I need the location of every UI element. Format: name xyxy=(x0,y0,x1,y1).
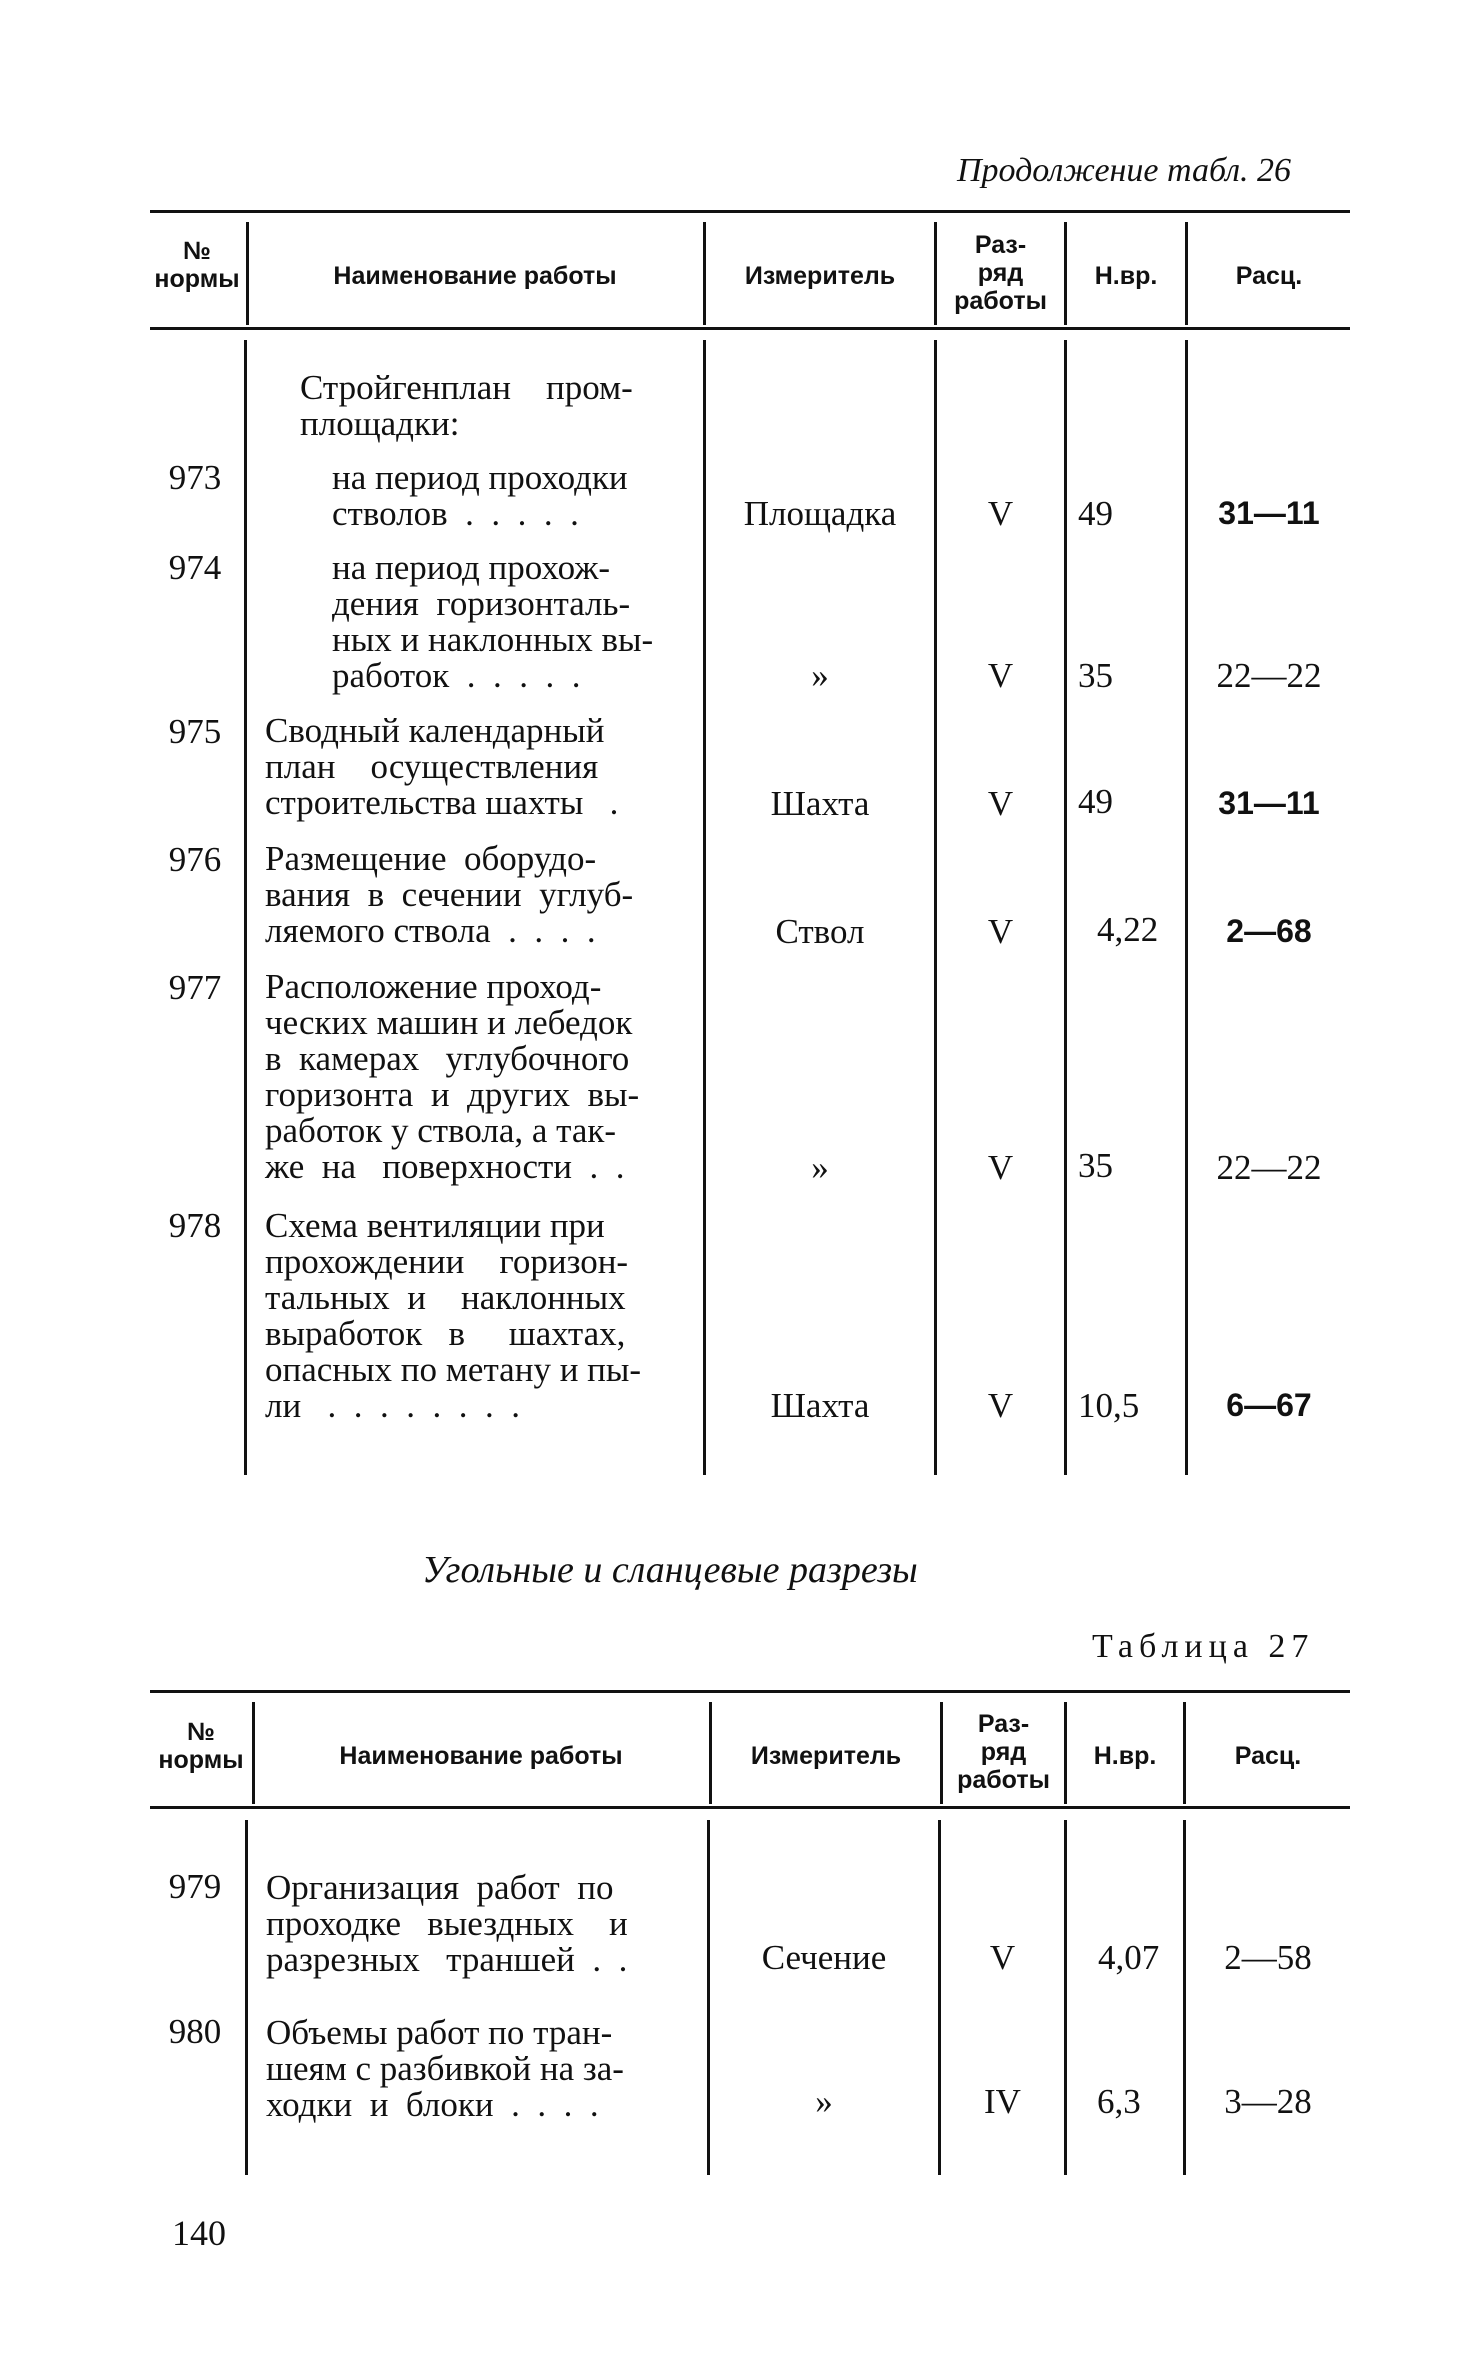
time-norm-value: 35 xyxy=(1078,1146,1113,1185)
table1-header-divider xyxy=(246,222,249,325)
table1-header-rule xyxy=(150,327,1350,330)
table2-header-rule xyxy=(150,1806,1350,1809)
row-number: 978 xyxy=(168,1206,222,1245)
table1-body-divider xyxy=(244,340,247,1475)
work-description: Расположение проход- ческих машин и лебедок в камерах углубочного горизонта и других вы- работок у ствола, а так- же на поверхности . . xyxy=(265,967,640,1186)
work-description: на период прохож- дения горизонталь- ных и наклонных вы- работок . . . . . xyxy=(332,548,654,695)
rate-value: 31—11 xyxy=(1218,495,1320,531)
time-norm-value: 6,3 xyxy=(1097,2082,1141,2121)
time-norm-value: 49 xyxy=(1078,494,1113,533)
table-number-label: Таблица 27 xyxy=(1092,1628,1315,1665)
table-continuation-caption: Продолжение табл. 26 xyxy=(957,152,1292,189)
header-unit-label: Измеритель xyxy=(750,1742,902,1770)
header-rate-label: Расц. xyxy=(1234,1742,1302,1770)
work-description: на период проходки стволов . . . . . xyxy=(332,458,628,533)
time-norm-value: 10,5 xyxy=(1078,1386,1140,1425)
unit-value: Площадка xyxy=(743,494,897,533)
rate-value: 22—22 xyxy=(1216,1148,1322,1187)
rate-value: 3—28 xyxy=(1224,2082,1312,2121)
grade-value: V xyxy=(987,494,1014,533)
grade-value: V xyxy=(987,1148,1014,1187)
row-number: 979 xyxy=(168,1867,222,1906)
table1-body-divider xyxy=(1064,340,1067,1475)
unit-value: » xyxy=(815,2082,833,2121)
rate-value: 2—58 xyxy=(1224,1938,1312,1977)
header-name-label: Наименование работы xyxy=(339,1742,623,1770)
work-description: Объемы работ по тран- шеям с разбивкой на за- ходки и блоки . . . . xyxy=(266,2013,624,2124)
work-description: Организация работ по проходке выездных и разрезных траншей . . xyxy=(266,1868,628,1979)
row-number: 977 xyxy=(168,968,222,1007)
row-number: 975 xyxy=(168,712,222,751)
unit-value: Сечение xyxy=(761,1938,887,1977)
unit-value: Шахта xyxy=(770,784,870,823)
header-no-label: № нормы xyxy=(154,237,240,293)
time-norm-value: 35 xyxy=(1078,656,1113,695)
rate-value: 2—68 xyxy=(1226,913,1312,949)
time-norm-value: 4,22 xyxy=(1097,910,1159,949)
grade-value: V xyxy=(987,1386,1014,1425)
table2-body-divider xyxy=(1064,1820,1067,2175)
table2-body-divider xyxy=(245,1820,248,2175)
header-name-label: Наименование работы xyxy=(333,262,617,290)
header-no-label: № нормы xyxy=(158,1718,244,1774)
work-description: Размещение оборудо- вания в сечении углуб- ляемого ствола . . . . xyxy=(265,839,634,950)
time-norm-value: 4,07 xyxy=(1098,1938,1160,1977)
grade-value: V xyxy=(987,656,1014,695)
header-time-label: Н.вр. xyxy=(1093,1742,1157,1770)
page-number: 140 xyxy=(172,2213,226,2253)
grade-value: V xyxy=(987,912,1014,951)
header-unit-label: Измеритель xyxy=(744,262,896,290)
rate-value: 31—11 xyxy=(1218,785,1320,821)
rate-value: 6—67 xyxy=(1226,1387,1312,1423)
work-description: Сводный календарный план осуществления строительства шахты . xyxy=(265,711,619,822)
grade-value: V xyxy=(989,1938,1016,1977)
grade-value: IV xyxy=(984,2082,1021,2121)
row-number: 974 xyxy=(168,548,222,587)
unit-value: Ствол xyxy=(775,912,865,951)
header-grade-label: Раз- ряд работы xyxy=(957,1710,1050,1794)
table2-top-rule xyxy=(150,1690,1350,1693)
unit-value: » xyxy=(811,1148,829,1187)
group-heading-construction-plan: Стройгенплан пром- площадки: xyxy=(300,368,633,443)
table1-top-rule xyxy=(150,210,1350,213)
unit-value: Шахта xyxy=(770,1386,870,1425)
unit-value: » xyxy=(811,656,829,695)
table2-header-divider xyxy=(252,1702,255,1804)
grade-value: V xyxy=(987,784,1014,823)
header-rate-label: Расц. xyxy=(1235,262,1303,290)
section-title: Угольные и сланцевые разрезы xyxy=(422,1549,918,1591)
rate-value: 22—22 xyxy=(1216,656,1322,695)
row-number: 980 xyxy=(168,2012,222,2051)
work-description: Схема вентиляции при прохождении горизон- тальных и наклонных выработок в шахтах, опасных по метану и пы- ли . . . . . . . . xyxy=(265,1206,642,1425)
row-number: 973 xyxy=(168,458,222,497)
header-grade-label: Раз- ряд работы xyxy=(954,231,1047,315)
time-norm-value: 49 xyxy=(1078,782,1113,821)
header-time-label: Н.вр. xyxy=(1094,262,1158,290)
row-number: 976 xyxy=(168,840,222,879)
